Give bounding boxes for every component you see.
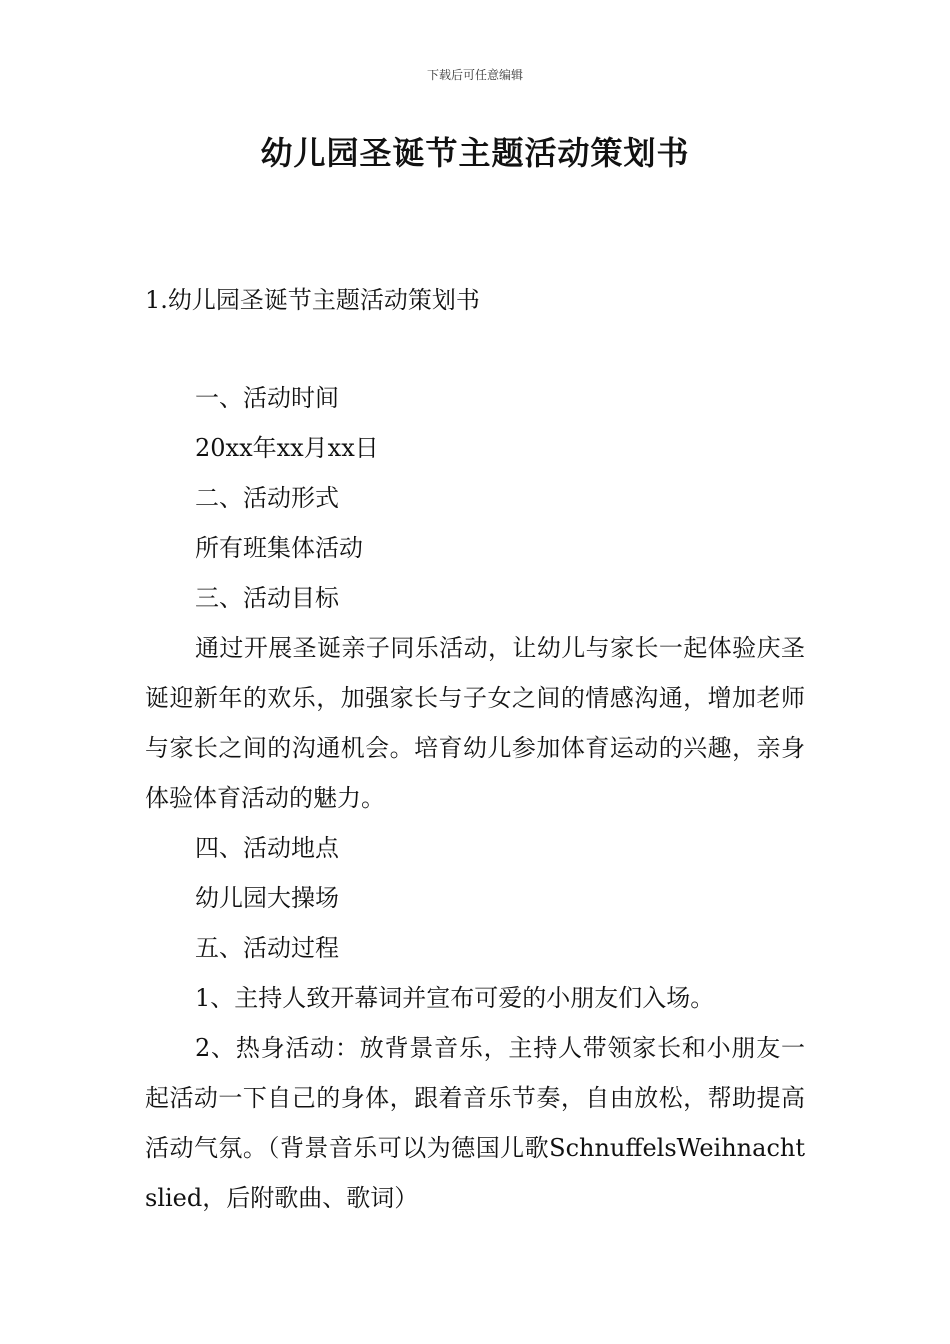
process-step-1: 1、主持人致开幕词并宣布可爱的小朋友们入场。 <box>195 984 715 1012</box>
heading-activity-process: 五、活动过程 <box>195 934 339 962</box>
activity-location-text: 幼儿园大操场 <box>195 884 339 912</box>
heading-activity-form: 二、活动形式 <box>195 484 339 512</box>
process-step-2: 2、热身活动：放背景音乐，主持人带领家长和小朋友一起活动一下自己的身体，跟着音乐节奏，自由放松，帮助提高活动气氛。（背景音乐可以为德国儿歌SchnuffelsWeihnachtslied，后附歌曲、歌词） <box>145 1034 805 1212</box>
activity-date: 20xx年xx月xx日 <box>195 434 379 462</box>
activity-goal-paragraph: 通过开展圣诞亲子同乐活动，让幼儿与家长一起体验庆圣诞迎新年的欢乐，加强家长与子女之间的情感沟通，增加老师与家长之间的沟通机会。培育幼儿参加体育运动的兴趣，亲身体验体育活动的魅力。 <box>145 634 805 812</box>
heading-activity-location: 四、活动地点 <box>195 834 339 862</box>
document-body <box>145 373 805 1223</box>
document-title: 幼儿园圣诞节主题活动策划书 <box>260 134 690 172</box>
activity-form-text: 所有班集体活动 <box>195 534 363 562</box>
heading-activity-time: 一、活动时间 <box>195 384 339 412</box>
heading-activity-goal: 三、活动目标 <box>195 584 339 612</box>
section-heading: 1.幼儿园圣诞节主题活动策划书 <box>145 286 480 314</box>
header-note: 下载后可任意编辑 <box>426 68 523 82</box>
